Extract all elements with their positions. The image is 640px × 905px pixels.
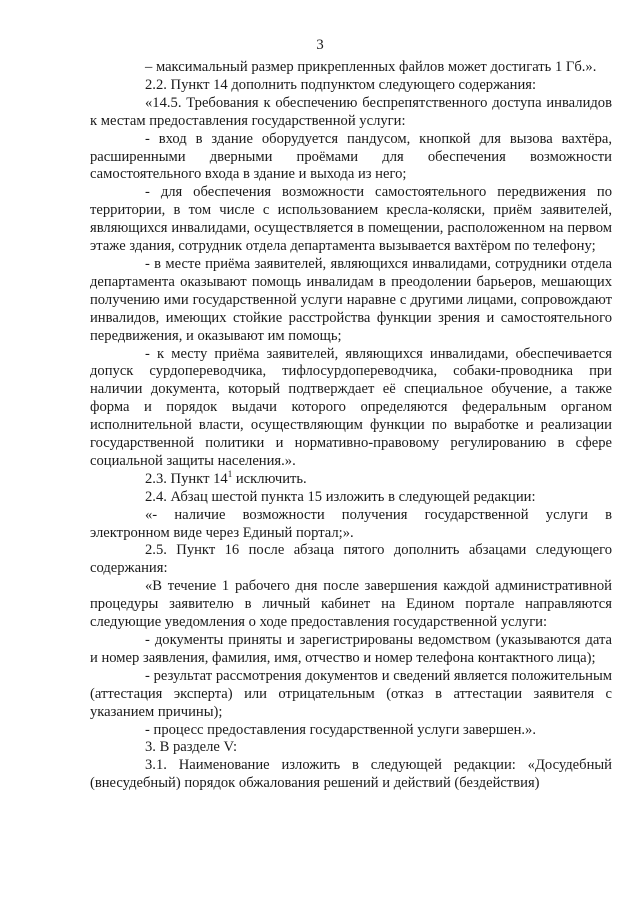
paragraph-documents-accepted: - документы приняты и зарегистрированы ведомством (указываются дата и номер заявления, фамилия, имя, отчество и номер телефона контактного лица); (90, 632, 612, 666)
paragraph-notifications: «В течение 1 рабочего дня после завершения каждой административной процедуры заявителю в личный кабинет на Едином портале направляются следующие уведомления о ходе предоставления государственной услуги: (90, 578, 612, 631)
paragraph-2-3-superscript: 1 (227, 468, 233, 479)
paragraph-max-file-size: – максимальный размер прикрепленных файлов может достигать 1 Гб.». (145, 59, 597, 75)
paragraph-2-5: 2.5. Пункт 16 после абзаца пятого дополнить абзацами следующего содержания: (90, 542, 612, 577)
paragraph-3: 3. В разделе V: (145, 739, 238, 756)
paragraph-2-3-text: 2.3. Пункт 14 (145, 470, 228, 487)
paragraph-review-result: - результат рассмотрения документов и сведений является положительным (аттестация эксперта) или отрицательным (отказ в аттестации заявителя с указанием причины); (90, 667, 612, 720)
paragraph-3-1: 3.1. Наименование изложить в следующей редакции: «Досудебный (внесудебный) порядок обжалования решений и действий (бездействия) (90, 757, 612, 792)
paragraph-14-5: «14.5. Требования к обеспечению беспрепятственного доступа инвалидов к местам предоставления государственной услуги: (90, 94, 612, 129)
paragraph-movement: - для обеспечения возможности самостоятельного передвижения по территории, в том числе с использованием кресла-коляски, приём заявителей, являющихся инвалидами, осуществляется в помещении, расположенном на первом этаже здания, сотрудник отдела департамента вызывается вахтёром по телефону; (90, 184, 612, 255)
paragraph-access: - к месту приёма заявителей, являющихся инвалидами, обеспечивается допуск сурдопереводчика, тифлосурдопереводчика, собаки-проводника при наличии документа, который подтверждает её специальное обучение, а также форма и порядок выдачи которого определяются федеральным органом исполнительной власти, осуществляющим функции по выработке и реализации государственной политики и нормативно-правовому регулированию в сфере социальной защиты населения.». (90, 345, 612, 469)
paragraph-2-2: 2.2. Пункт 14 дополнить подпунктом следующего содержания: (145, 76, 537, 93)
paragraph-2-3-tail: исключить. (232, 470, 307, 487)
document-body (90, 59, 612, 793)
paragraph-entrance: - вход в здание оборудуется пандусом, кнопкой для вызова вахтёра, расширенными дверными проёмами для обеспечения возможности самостоятельного входа в здание и выхода из него; (90, 130, 612, 183)
paragraph-process-complete: - процесс предоставления государственной услуги завершен.». (145, 721, 536, 738)
paragraph-online-availability: «- наличие возможности получения государственной услуги в электронном виде через Единый портал;». (90, 506, 612, 541)
paragraph-2-3 (90, 468, 612, 489)
paragraph-assistance: - в месте приёма заявителей, являющихся инвалидами, сотрудники отдела департамента оказывают помощь инвалидам в преодолении барьеров, мешающих получению ими государственной услуги наравне с другими лицами, сопровождают инвалидов, имеющих стойкие расстройства функции зрения и самостоятельного передвижения, и оказывают им помощь; (90, 255, 612, 344)
paragraph-2-4: 2.4. Абзац шестой пункта 15 изложить в следующей редакции: (145, 488, 536, 505)
page-number: 3 (316, 37, 324, 53)
